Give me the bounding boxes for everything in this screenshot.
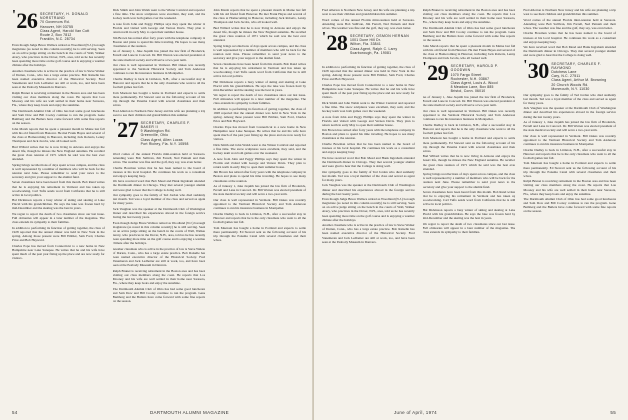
class-heading-1929 <box>423 62 516 92</box>
paragraph: Word comes of the annual Florida mini-reunion held at Sarasota. Attending were Bob Sullivan, Jim Farrell, Ned Putnam and their wives. The weather was fine and the golf, they say, was even better. <box>112 151 206 164</box>
paragraph: John Marsh reports that he spent a pleasant month in Maine last fall with his old friend from Hanover. He met Frank Hayes and several of the class at Homecoming in Hanover, including Jack Roberts, Lenny Thompson and Jack Jacobs, who all looked well. <box>213 8 307 25</box>
paragraph: Jim Brown has retired after forty years with the telephone company in Boston and plans to spend his time traveling. He hopes to see many classmates at the reunion. <box>322 128 415 141</box>
paragraph: Fred Allerton is Northern New Jersey and his wife are planning a trip west to see their children and grandchildren this summer. <box>112 108 206 117</box>
class-year: '29 <box>422 60 449 86</box>
class-officers <box>551 62 616 91</box>
address-line: Bristol, Conn. 06010 <box>450 89 486 94</box>
paragraph: In addition to performing its function of getting together, the class of 1928 reported that the annual dinner was held in New York in the spring. Among those present were Bill Embler, Sam Ford, Charles Price and Bob Hayward. <box>322 64 415 82</box>
paragraph: In addition to performing its function of getting together, the class of 1928 reported that the annual dinner was held in New York in the spring. Among those present were Bill Embler, Sam Ford, Charles Price and Bob Hayward. <box>213 107 307 124</box>
paragraph: We regret to report the death of two classmates since our last issue. Full obituaries will appear in a later number of the magazine. The class extends its sympathy to their families. <box>12 212 105 225</box>
paragraph: Bud Willard writes that he is now living in Arizona and enjoys the desert life, though he misses the New England autumns. He recalled the great class reunion of 1971 which he said was the best ever attended. <box>12 144 105 161</box>
secretary-line: SECRETARY, CHARLES F. BAKER II <box>140 120 191 129</box>
paragraph: Our class is well represented in Vermont. Bill Oakes was recently appointed to the Vermont Historical Society and Tom Anderson continues to run his insurance business in Montpelier. <box>112 63 206 76</box>
paragraph: Jack Vaughan was the speaker at the Dartmouth Club of Washington dinner and described his experiences abroad in the foreign service during the last twenty years. <box>523 106 617 119</box>
paragraph: Charlie Dudley is back in Littleton, N.H., after a successful stay in Hanover and reports that he is the only classmate who went to all the football games last fall. <box>523 147 617 160</box>
running-footer-left: DARTMOUTH ALUMNI MAGAZINE <box>150 410 229 415</box>
address-line: 70 Governors Rd. <box>40 20 70 25</box>
paragraph: Charlie Bowman writes that he has been named to the board of trustees at his local hospital. He continues his work as a consultant and enjoys keeping busy. <box>523 31 617 44</box>
paragraph: Even though Judge Bruce Wallace retired as Woodland (N.J.) borough magistrate (as noted in this column recently) he is still serving. Seen on an active judge sitting on the bench in the courts of Wall, Walker Avery, who practices in the Dover, N.H., area, told us he has recently been spending more time on the golf course and is enjoying a warmer climate after the holidays. <box>322 197 415 222</box>
paragraph: Tom Mazzoni has bought a home in Portland and expects to settle there permanently. Ed Stewart sent us the following account of his trip through the Panama Canal with several classmates and their wives. <box>422 136 516 153</box>
paragraph: The Dartmouth Alumni Club of Ohio has had some good luncheons and Sam Dow and Bill Cooley continue to run the program. Gene Bamberg and the Butlers have come forward with some fine reports on the season. <box>422 25 516 43</box>
paragraph: We have received word that Bob Mead and Hank Ingraham attended the Dartmouth dinner in Chicago. They met several younger alumni and were glad to hear that the College is doing well. <box>322 155 415 169</box>
paragraph: Our sympathy goes to the family of Ted Jordan who died suddenly last month. Ted was a loyal member of the class and served as agent for many years. <box>112 193 206 206</box>
class-heading-1930 <box>523 57 616 91</box>
address-line: 9 Washington Rd. <box>140 129 171 134</box>
paragraph: As of January 1, Jake Jaquith has joined the law firm of Broderick, Ferrell and Lane in Concord. Dr. Bill Warren was elected president of the state medical society and will serve a two-year term. <box>112 49 206 62</box>
paragraph: Spring brings recollections of days spent across campus, and the class is well represented by a number of members who will be back for the reunion next June. Please remember to send your news to the secretary and give your support to the alumni fund. <box>213 43 307 61</box>
address-line: 8 Meadow Lane, Box 885 <box>450 85 494 90</box>
paragraph: Hal Dickinson reports a busy winter of skiing and skating at Lake Placid with his grandchildren. He says the lake was frozen hard by mid-December and the skating was the best in years. <box>213 79 307 92</box>
paragraph: Hal Dickinson reports a busy winter of skiing and skating at Lake Placid with his grandchildren. He says the lake was frozen hard by mid-December and the skating was the best in years. <box>12 198 105 211</box>
paragraph: Tom Mazzoni has bought a home in Portland and expects to settle there permanently. Ed Stewart sent us the following account of his trip through the Panama Canal with several classmates and their wives. <box>523 161 617 178</box>
paragraph: As of January 1, Jake Jaquith has joined the law firm of Broderick, Ferrell and Lane in Concord. Dr. Bill Warren was elected president of the state medical society and will serve a two-year term. <box>523 120 617 133</box>
paragraph: We have received word that Bob Mead and Hank Ingraham attended the Dartmouth dinner in Chicago. They met several younger alumni and were glad to hear that the College is doing well. <box>112 179 206 192</box>
paragraph: Our sympathy goes to the family of Ted Jordan who died suddenly last month. Ted was a loyal member of the class and served as agent for many years. <box>523 92 617 105</box>
paragraph: Our class is well represented in Vermont. Bill Oakes was recently appointed to the Vermont Historical Society and Tom Anderson continues to run his insurance business in Montpelier. <box>213 197 307 211</box>
paragraph: As of January 1, Jake Jaquith has joined the law firm of Broderick, Ferrell and Lane in Concord. Dr. Bill Warren was elected president of the state medical society and will serve a two-year term. <box>422 95 516 108</box>
paragraph: Ralph Brunet is receiving retirement in the Boston area and has been visiting our class members along the coast. He reports that Lou Mooney and his wife are well settled in their home near Sarasota, Fla., where they keep boats and enjoy the sunshine. <box>12 91 105 108</box>
secretary-line: SECRETARY, CHARLES F. RAYMOND <box>551 61 602 70</box>
class-heading-1927 <box>112 116 206 149</box>
paragraph: Charlie Bowman writes that he has been named to the board of trustees at his local hospital. He continues his work as a consultant and enjoys keeping busy. <box>112 165 206 178</box>
paragraph: In addition to performing its function of getting together, the class of 1928 reported that the annual dinner was held in New York in the spring. Among those present were Bill Embler, Sam Ford, Charles Price and Bob Hayward. <box>12 225 105 243</box>
paragraph: Charlie Dudley is back in Littleton, N.H., after a successful stay in Hanover and reports that he is the only classmate who went to all the football games last fall. <box>213 211 307 224</box>
paragraph: Bud Willard writes that he is now living in Arizona and enjoys the desert life, though he misses the New England autumns. He recalled the great class reunion of 1971 which he said was the best ever attended. <box>213 25 307 43</box>
paragraph: Dick Smith and John Walsh went to the Winter Carnival and reported a fine time. The snow sculptures were excellent, they said, and the hockey team won both games over the weekend. <box>322 100 415 113</box>
paragraph: Seven classmates have been heard from this month. Bob Rand writes that he is enjoying his retirement in Vermont and has taken up woodworking. Carl Tufts sends word from California that he is still active in local politics. <box>213 61 307 78</box>
address-line: Hanover, NH 03755 <box>40 24 74 29</box>
column-3 <box>213 8 306 404</box>
class-year: '28 <box>322 29 348 55</box>
paragraph: Seven classmates have been heard from this month. Bob Rand writes that he is enjoying his retirement in Vermont and has taken up woodworking. Carl Tufts sends word from California that he is still active in local politics. <box>12 180 105 197</box>
paragraph: Fred Allerton is Northern New Jersey and his wife are planning a trip west to see their children and grandchildren this summer. <box>322 8 415 17</box>
paragraph: Even though Judge Bruce Wallace retired as Woodland (N.J.) borough magistrate (as noted in this column recently) he is still serving. Seen on an active judge sitting on the bench in the courts of Wall, Walker Avery, who practices in the Dover, N.H., area, told us he has recently been spending more time on the golf course and is enjoying a warmer climate after the holidays. <box>112 220 206 246</box>
class-agent-line: Class Agent, Arthur M. Browning <box>551 78 607 83</box>
paragraph: Spring brings recollections of days spent across campus, and the class is well represented by a number of members who will be back for the reunion next June. Please remember to send your news to the secretary and give your support to the alumni fund. <box>422 172 516 189</box>
column-5 <box>423 8 516 404</box>
paragraph: Tom Mazzoni has bought a home in Portland and expects to settle there permanently. Ed Stewart sent us the following account of his trip through the Panama Canal with several classmates and their wives. <box>112 90 206 107</box>
paragraph: Seven classmates have been heard from this month. Bob Rand writes that he is enjoying his retirement in Vermont and has taken up woodworking. Carl Tufts sends word from California that he is still active in local politics. <box>422 190 516 207</box>
paragraph: Charles Pope has moved from Connecticut to a new home in New Hampshire near Lake Sunapee. He writes that he and his wife have spent much of the past year fixing up the place and are now ready for visitors. <box>213 124 307 142</box>
address-line: Dutchess Lane <box>551 69 577 74</box>
paragraph: Charles Pope has moved from Connecticut to a new home in New Hampshire near Lake Sunapee. He writes that he and his wife have spent much of the past year fixing up the place and are now ready for visitors. <box>322 82 415 100</box>
paragraph: Ralph Brunet is receiving retirement in the Boston area and has been visiting our class members along the coast. He reports that Lou Mooney and his wife are well settled in their home near Sarasota, Fla., where they keep boats and enjoy the sunshine. <box>523 179 617 196</box>
paragraph: Dick Smith and John Walsh went to the Winter Carnival and reported a fine time. The snow sculptures were excellent, they said, and the hockey team won both games over the weekend. <box>213 142 307 155</box>
paragraph: The Dartmouth Alumni Club of Ohio has had some good luncheons and Sam Dow and Bill Cooley continue to run the program. Gene Bamberg and the Butlers have come forward with some fine reports on the season. <box>112 286 206 303</box>
class-agent-line: Class Agent, Harold Van Cott <box>40 28 90 33</box>
address-line: 1070 Fargo Street <box>450 72 482 77</box>
secretary-line: SECRETARY, H. DONALD NORSTRAND <box>40 12 89 21</box>
paragraph: Another classmate who is active in the practice of law is Steve Walzer of Darien, Conn., who has a large estate practice. Bob Raiselle has been named executive director of the Historical Society. Fred Vanemeran and Jack Ledbetter are still at work, too, and have been seen at the Peabody Museum in Danvers. <box>12 69 105 90</box>
class-officers <box>350 34 415 55</box>
paragraph: Charles Pope has moved from Connecticut to a new home in New Hampshire near Lake Sunapee. He writes that he and his wife have spent much of the past year fixing up the place and are now ready for visitors. <box>12 243 105 260</box>
paragraph: John Marsh reports that he spent a pleasant month in Maine last fall with his old friend from Hanover. He met Frank Hayes and several of the class at Homecoming in Hanover, including Jack Roberts, Lenny Thompson and Jack Jacobs, who all looked well. <box>422 43 516 61</box>
paragraph: Ralph Brunet is receiving retirement in the Boston area and has been visiting our class members along the coast. He reports that Lou Mooney and his wife are well settled in their home near Sarasota, Fla., where they keep boats and enjoy the sunshine. <box>422 8 516 25</box>
paragraph: Our class is well represented in Vermont. Bill Oakes was recently appointed to the Vermont Historical Society and Tom Anderson continues to run his insurance business in Montpelier. <box>422 108 516 122</box>
paragraph: The Dartmouth Alumni Club of Ohio has had some good luncheons and Sam Dow and Bill Cooley continue to run the program. Gene Bamberg and the Butlers have come forward with some fine reports on the season. <box>12 108 105 126</box>
class-officers <box>451 64 516 93</box>
paragraph: Our sympathy goes to the family of Ted Jordan who died suddenly last month. Ted was a loyal member of the class and served as agent for many years. <box>322 169 415 182</box>
paragraph: Spring brings recollections of days spent across campus, and the class is well represented by a number of members who will be back for the reunion next June. Please remember to send your news to the secretary and give your support to the alumni fund. <box>12 162 105 179</box>
paragraph: A note from John and Peggy Phillips says they spent the winter in Florida and visited with George and Vernon Davis. They plan to return north in early May to open their summer house. <box>112 21 206 34</box>
paragraph: A note from John and Peggy Phillips says they spent the winter in Florida and visited with George and Vernon Davis. They plan to return north in early May to open their summer house. <box>213 156 307 169</box>
paragraph: John Marsh reports that he spent a pleasant month in Maine last fall with his old friend from Hanover. He met Frank Hayes and several of the class at Homecoming in Hanover, including Jack Roberts, Lenny Thompson and Jack Jacobs, who all looked well. <box>12 126 105 144</box>
class-agent-line: Class Agent, Louis A. Wood <box>450 80 498 85</box>
paragraph: Our class is well represented in Vermont. Bill Oakes was recently appointed to the Vermont Historical Society and Tom Anderson continues to run his insurance business in Montpelier. <box>523 133 617 147</box>
page-number-left: 54 <box>12 410 18 415</box>
paragraph: We regret to report the death of two classmates since our last issue. Full obituaries will appear in a later number of the magazine. The class extends its sympathy to their families. <box>422 221 516 234</box>
paragraph: Bud Willard writes that he is now living in Arizona and enjoys the desert life, though he misses the New England autumns. He recalled the great class reunion of 1971 which he said was the best ever attended. <box>422 154 516 171</box>
left-page-columns <box>12 8 306 404</box>
column-1 <box>12 8 105 404</box>
paragraph: The Dartmouth Alumni Club of Ohio has had some good luncheons and Sam Dow and Bill Cooley continue to run the program. Gene Bamberg and the Butlers have come forward with some fine reports on the season. <box>523 197 617 214</box>
address-line: Scarborough, Pa. 19081 <box>350 50 392 55</box>
secretary-line: SECRETARY, HAROLD P. GOODWIN <box>450 64 499 73</box>
address-line: Route 2, Box 7812 <box>40 33 72 38</box>
address-line: 20 Church Woods Rd. <box>551 82 589 87</box>
right-page-columns <box>322 8 616 404</box>
paragraph: As of January 1, Jake Jaquith has joined the law firm of Broderick, Ferrell and Lane in Concord. Dr. Bill Warren was elected president of the state medical society and will serve a two-year term. <box>213 184 307 197</box>
paragraph: Another classmate who is active in the practice of law is Steve Walzer of Darien, Conn., who has a large estate practice. Bob Raiselle has been named executive director of the Historical Society. Fred Vanemeran and Jack Ledbetter are still at work, too, and have been seen at the Peabody Museum in Danvers. <box>112 246 206 268</box>
paragraph: Charlie Bowman writes that he has been named to the board of trustees at his local hospital. He continues his work as a consultant and enjoys keeping busy. <box>322 142 415 155</box>
paragraph: Word comes of the annual Florida mini-reunion held at Sarasota. Attending were Bob Sullivan, Jim Farrell, Ned Putnam and their wives. The weather was fine and the golf, they say, was even better. <box>322 17 415 30</box>
class-heading-1928 <box>322 29 415 62</box>
class-agent-line: Class Agent, Allen Lucas <box>140 137 183 142</box>
class-year: '30 <box>523 57 549 83</box>
paragraph: Another classmate who is active in the practice of law is Steve Walzer of Darien, Conn., who has a large estate practice. Bob Raiselle has been named executive director of the Historical Society. Fred Vanemeran and Jack Ledbetter are still at work, too, and have been seen at the Peabody Museum in Danvers. <box>322 223 415 244</box>
address-line: 1001 Dune Hill Dr. <box>350 38 382 43</box>
class-year: '26 <box>12 8 38 33</box>
running-footer-right: June of Aprіl, 1974 <box>394 410 437 415</box>
page-number-right: 55 <box>610 410 616 415</box>
paragraph: Fred Allerton is Northern New Jersey and his wife are planning a trip west to see their children and grandchildren this summer. <box>523 8 617 17</box>
column-6 <box>523 8 616 404</box>
address-line: Wilton, Fla. 33841 <box>350 42 381 47</box>
paragraph: Jim Brown has retired after forty years with the telephone company in Boston and plans to spend his time traveling. He hopes to see many classmates at the reunion. <box>112 35 206 48</box>
paragraph: Jack Vaughan was the speaker at the Dartmouth Club of Washington dinner and described his experiences abroad in the foreign service during the last twenty years. <box>322 183 415 196</box>
paragraph: Dick Smith and John Walsh went to the Winter Carnival and reported a fine time. The snow sculptures were excellent, they said, and the hockey team won both games over the weekend. <box>112 8 206 21</box>
address-line: Franklin, N.C. 28734 <box>40 37 76 42</box>
address-line: Rochester, N.H. 03867 <box>450 76 490 81</box>
address-line: Greenville, Ohio <box>140 133 169 138</box>
class-heading-1926 <box>12 10 105 40</box>
paragraph: Charlie Dudley is back in Littleton, N.H., after a successful stay in Hanover and reports that he is the only classmate who went to all the football games last fall. <box>112 76 206 90</box>
class-year: '27 <box>112 116 139 142</box>
address-line: Port Richey, Fla. N.Y. 10598 <box>140 141 189 146</box>
paragraph: Tom Mazzoni has bought a home in Portland and expects to settle there permanently. Ed Stewart sent us the following account of his trip through the Panama Canal with several classmates and their wives. <box>213 225 307 242</box>
paragraph: Hal Dickinson reports a busy winter of skiing and skating at Lake Placid with his grandchildren. He says the lake was frozen hard by mid-December and the skating was the best in years. <box>422 207 516 221</box>
paragraph: Ralph Brunet is receiving retirement in the Boston area and has been visiting our class members along the coast. He reports that Lou Mooney and his wife are well settled in their home near Sarasota, Fla., where they keep boats and enjoy the sunshine. <box>112 268 206 285</box>
class-officers <box>141 121 206 146</box>
paragraph: We have received word that Bob Mead and Hank Ingraham attended the Dartmouth dinner in Chicago. They met several younger alumni and were glad to hear that the College is doing well. <box>523 45 617 58</box>
paragraph: Jim Brown has retired after forty years with the telephone company in Boston and plans to spend his time traveling. He hopes to see many classmates at the reunion. <box>213 170 307 183</box>
paragraph: Charlie Dudley is back in Littleton, N.H., after a successful stay in Hanover and reports that he is the only classmate who went to all the football games last fall. <box>422 122 516 135</box>
address-line: Monmouth, N.Y. 11030 <box>551 86 590 91</box>
class-officers <box>40 12 105 41</box>
right-page <box>314 0 628 420</box>
class-agent-line: Class Agent, Ralph C. Larry <box>350 46 398 51</box>
paragraph: A note from John and Peggy Phillips says they spent the winter in Florida and visited with George and Vernon Davis. They plan to return north in early May to open their summer house. <box>322 114 415 127</box>
secretary-line: SECRETARY, OSMON HERNAN <box>350 33 410 38</box>
paragraph: Word comes of the annual Florida mini-reunion held at Sarasota. Attending were Bob Sullivan, Jim Farrell, Ned Putnam and their wives. The weather was fine and the golf, they say, was even better. <box>523 17 617 30</box>
paragraph: We regret to report the death of two classmates since our last issue. Full obituaries will appear in a later number of the magazine. The class extends its sympathy to their families. <box>213 93 307 106</box>
column-4 <box>322 8 415 404</box>
column-2 <box>113 8 206 404</box>
paragraph: Jack Vaughan was the speaker at the Dartmouth Club of Washington dinner and described his experiences abroad in the foreign service during the last twenty years. <box>112 206 206 220</box>
paragraph: Even though Judge Bruce Wallace retired as Woodland (N.J.) borough magistrate (as noted in this column recently) he is still serving. Seen on an active judge sitting on the bench in the courts of Wall, Walker Avery, who practices in the Dover, N.H., area, told us he has recently been spending more time on the golf course and is enjoying a warmer climate after the holidays. <box>12 43 105 68</box>
address-line: Cary, N.C. 27511 <box>551 74 581 79</box>
